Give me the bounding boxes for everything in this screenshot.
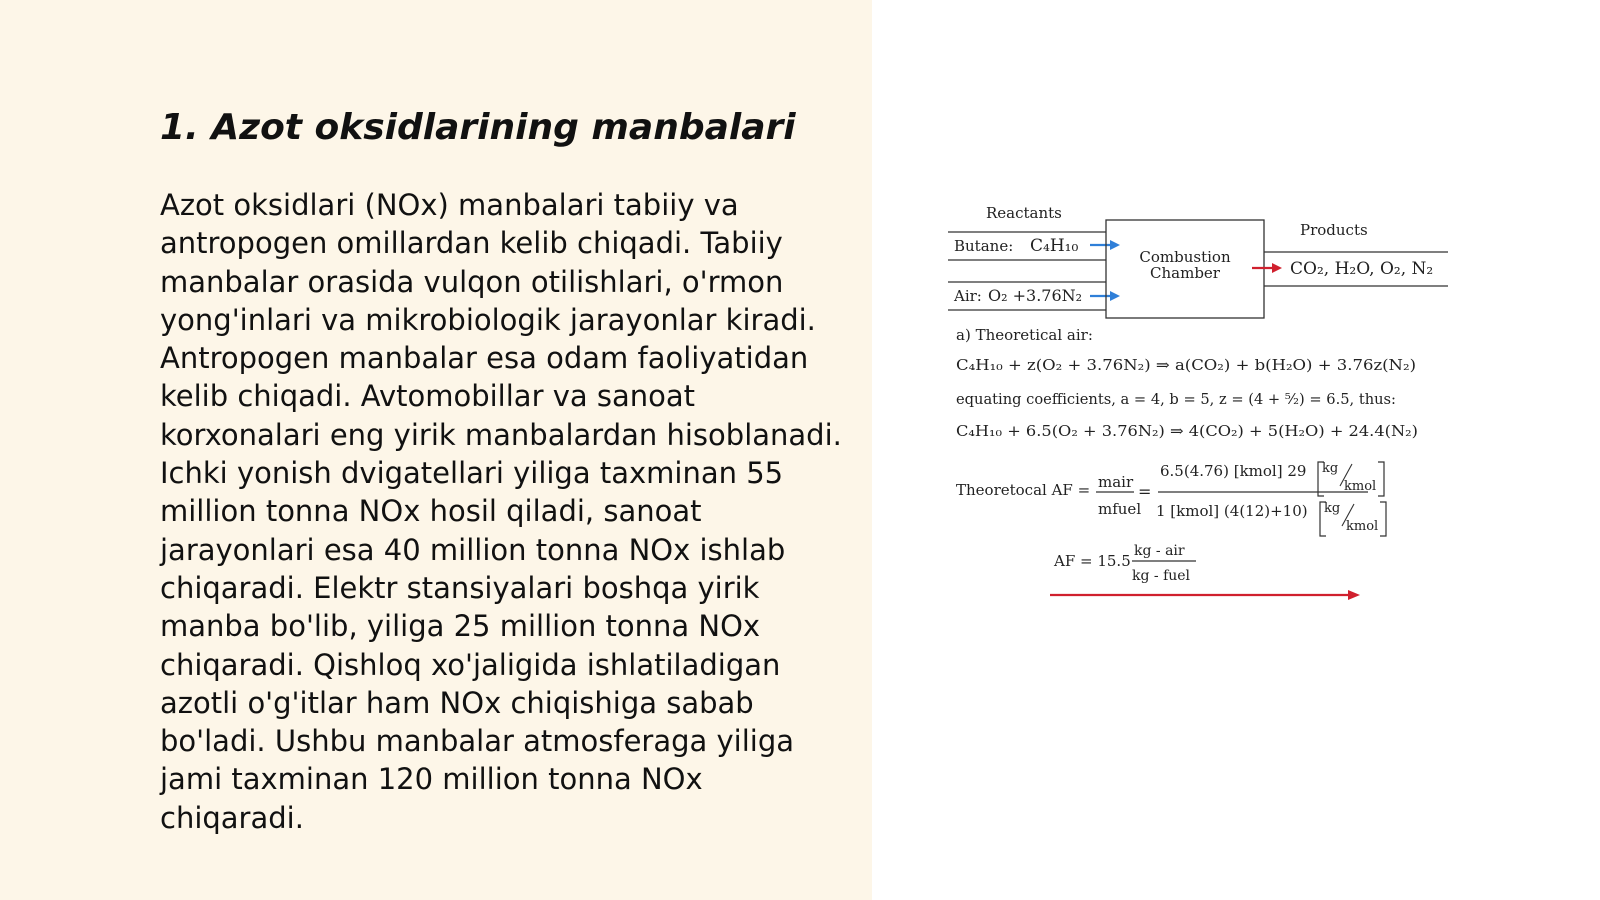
- af-denominator: 1 [kmol] (4(12)+10): [1156, 502, 1308, 520]
- butane-label: Butane:: [954, 237, 1014, 255]
- reactants-label: Reactants: [986, 204, 1062, 222]
- af-result-denominator: kg - fuel: [1132, 568, 1191, 584]
- air-arrow: [1090, 291, 1120, 301]
- result-arrow: [1050, 590, 1360, 600]
- slide-body-text: Azot oksidlari (NOx) manbalari tabiiy va antropogen omillardan kelib chiqadi. Tabiiy manbalar orasida vulqon otilishlari, o'rmon yong'inlari va mikrobiologik jarayonlar kiradi. Antropogen manbalar esa odam faoliyatidan kelib chiqadi. Avtomobillar va sanoat korxonalari eng yirik manbalardan hisoblanadi. Ichki yonish dvigatellari yiliga taxminan 55 million tonna NOx hosil qiladi, sanoat jarayonlari esa 40 million tonna NOx ishlab chiqaradi. Elektr stansiyalari boshqa yirik manba bo'lib, yiliga 25 million tonna NOx chiqaradi. Qishloq xo'jaligida ishlatiladigan azotli o'g'itlar ham NOx chiqishiga sabab bo'ladi. Ushbu manbalar atmosferaga yiliga jami taxminan 120 million tonna NOx chiqaradi.: [160, 188, 842, 835]
- equation-balanced: C₄H₁₀ + 6.5(O₂ + 3.76N₂) ⇒ 4(CO₂) + 5(H₂O) + 24.4(N₂): [956, 422, 1418, 440]
- af-result-numerator: kg - air: [1134, 543, 1185, 559]
- air-label: Air:: [954, 287, 982, 305]
- equals-sign: =: [1138, 482, 1152, 501]
- chamber-label-line1: Combustion: [1139, 248, 1231, 266]
- combustion-diagram-svg: [948, 200, 1458, 600]
- unit-kmol-bottom: kmol: [1346, 519, 1379, 534]
- af-numerator: 6.5(4.76) [kmol] 29: [1160, 462, 1307, 480]
- unit-kmol-top: kmol: [1344, 479, 1377, 494]
- butane-formula: C₄H₁₀: [1030, 236, 1079, 256]
- unit-kg-top: kg: [1322, 461, 1339, 476]
- slide-title: 1. Azot oksidlarining manbalari: [160, 107, 796, 148]
- af-label: Theoretocal AF =: [956, 481, 1091, 499]
- m-fuel: mfuel: [1098, 500, 1142, 518]
- af-result-lhs: AF = 15.5: [1054, 552, 1131, 570]
- m-air: mair: [1098, 473, 1134, 491]
- chamber-label-line2: Chamber: [1150, 264, 1220, 282]
- unit-kg-bottom: kg: [1324, 501, 1341, 516]
- combustion-diagram: [948, 200, 1458, 600]
- theoretical-air-label: a) Theoretical air:: [956, 326, 1093, 344]
- products-formula: CO₂, H₂O, O₂, N₂: [1290, 259, 1434, 279]
- air-formula: O₂ +3.76N₂: [988, 286, 1083, 305]
- products-label: Products: [1300, 221, 1368, 239]
- products-arrow: [1252, 263, 1282, 273]
- equation-general: C₄H₁₀ + z(O₂ + 3.76N₂) ⇒ a(CO₂) + b(H₂O) + 3.76z(N₂): [956, 356, 1416, 374]
- equating-coefficients: equating coefficients, a = 4, b = 5, z = (4 + ⁵⁄₂) = 6.5, thus:: [956, 390, 1396, 408]
- butane-arrow: [1090, 240, 1120, 250]
